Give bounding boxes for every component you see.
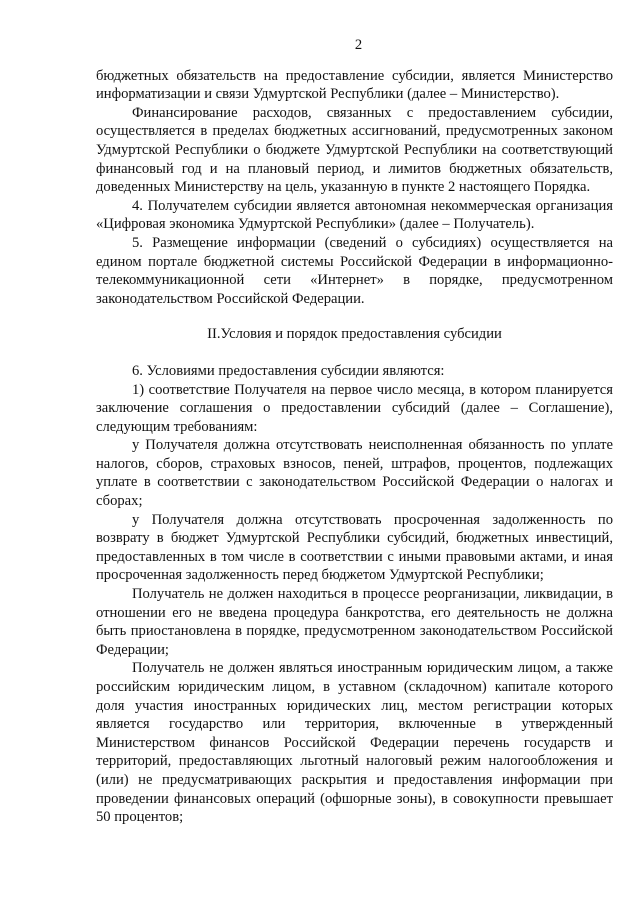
requirement-reorganization: Получатель не должен находиться в процессе реорганизации, ликвидации, в отношении его не введена процедура банкротства, его деятельность не должна быть приостановлена в порядке, предусмотренном законодательством Российской Федерации; [96,586,613,658]
page-number: 2 [354,37,363,53]
paragraph-item-5: 5. Размещение информации (сведений о субсидиях) осуществляется на едином портале бюджетной системы Российской Федерации в информационно-телекоммуникационной сети «Интернет» в порядке, предусмотренном законодательством Российской Федерации. [96,234,613,307]
requirement-tax: у Получателя должна отсутствовать неисполненная обязанность по уплате налогов, сборов, страховых взносов, пеней, штрафов, процентов, подлежащих уплате в соответствии с законодательством Российской Федерации о налогах и сборах; [96,437,613,510]
paragraph-financing: Финансирование расходов, связанных с предоставлением субсидии, осуществляется в пределах бюджетных ассигнований, предусмотренных законом Удмуртской Республики о бюджете Удмуртской Республики на соответствующий финансовый год и на плановый период, и лимитов бюджетных обязательств, доведенных Министерству на цель, указанную в пункте 2 настоящего Порядка. [96,104,613,196]
requirement-foreign-entity: Получатель не должен являться иностранным юридическим лицом, а также российским юридическим лицом, в уставном (складочном) капитале которого доля участия иностранных юридических лиц, местом регистрации которых является государство или территория, включенные в утвержденный Министерством финансов Российской Федерации перечень государств и территорий, предоставляющих льготный налоговый режим налогообложения и (или) не предусматривающих раскрытия и предоставления информации при проведении финансовых операций (офшорные зоны), в совокупности превышает 50 процентов; [96,660,613,826]
requirement-debt: у Получателя должна отсутствовать просроченная задолженность по возврату в бюджет Удмуртской Республики субсидий, бюджетных инвестиций, предоставленных в том числе в соответствии с иными правовыми актами, и иная просроченная задолженность перед бюджетом Удмуртской Республики; [96,511,613,584]
paragraph-item-6-1: 1) соответствие Получателя на первое число месяца, в котором планируется заключение соглашения о предоставлении субсидий (далее – Соглашение), следующим требованиям: [96,381,613,435]
section-heading: II.Условия и порядок предоставления субсидии [207,326,502,343]
paragraph-continuation: бюджетных обязательств на предоставление субсидии, является Министерство информатизации и связи Удмуртской Республики (далее – Министерство). [96,67,613,103]
paragraph-item-6: 6. Условиями предоставления субсидии являются: [132,362,445,379]
paragraph-item-4: 4. Получателем субсидии является автономная некоммерческая организация «Цифровая экономика Удмуртской Республики» (далее – Получатель). [96,197,613,233]
